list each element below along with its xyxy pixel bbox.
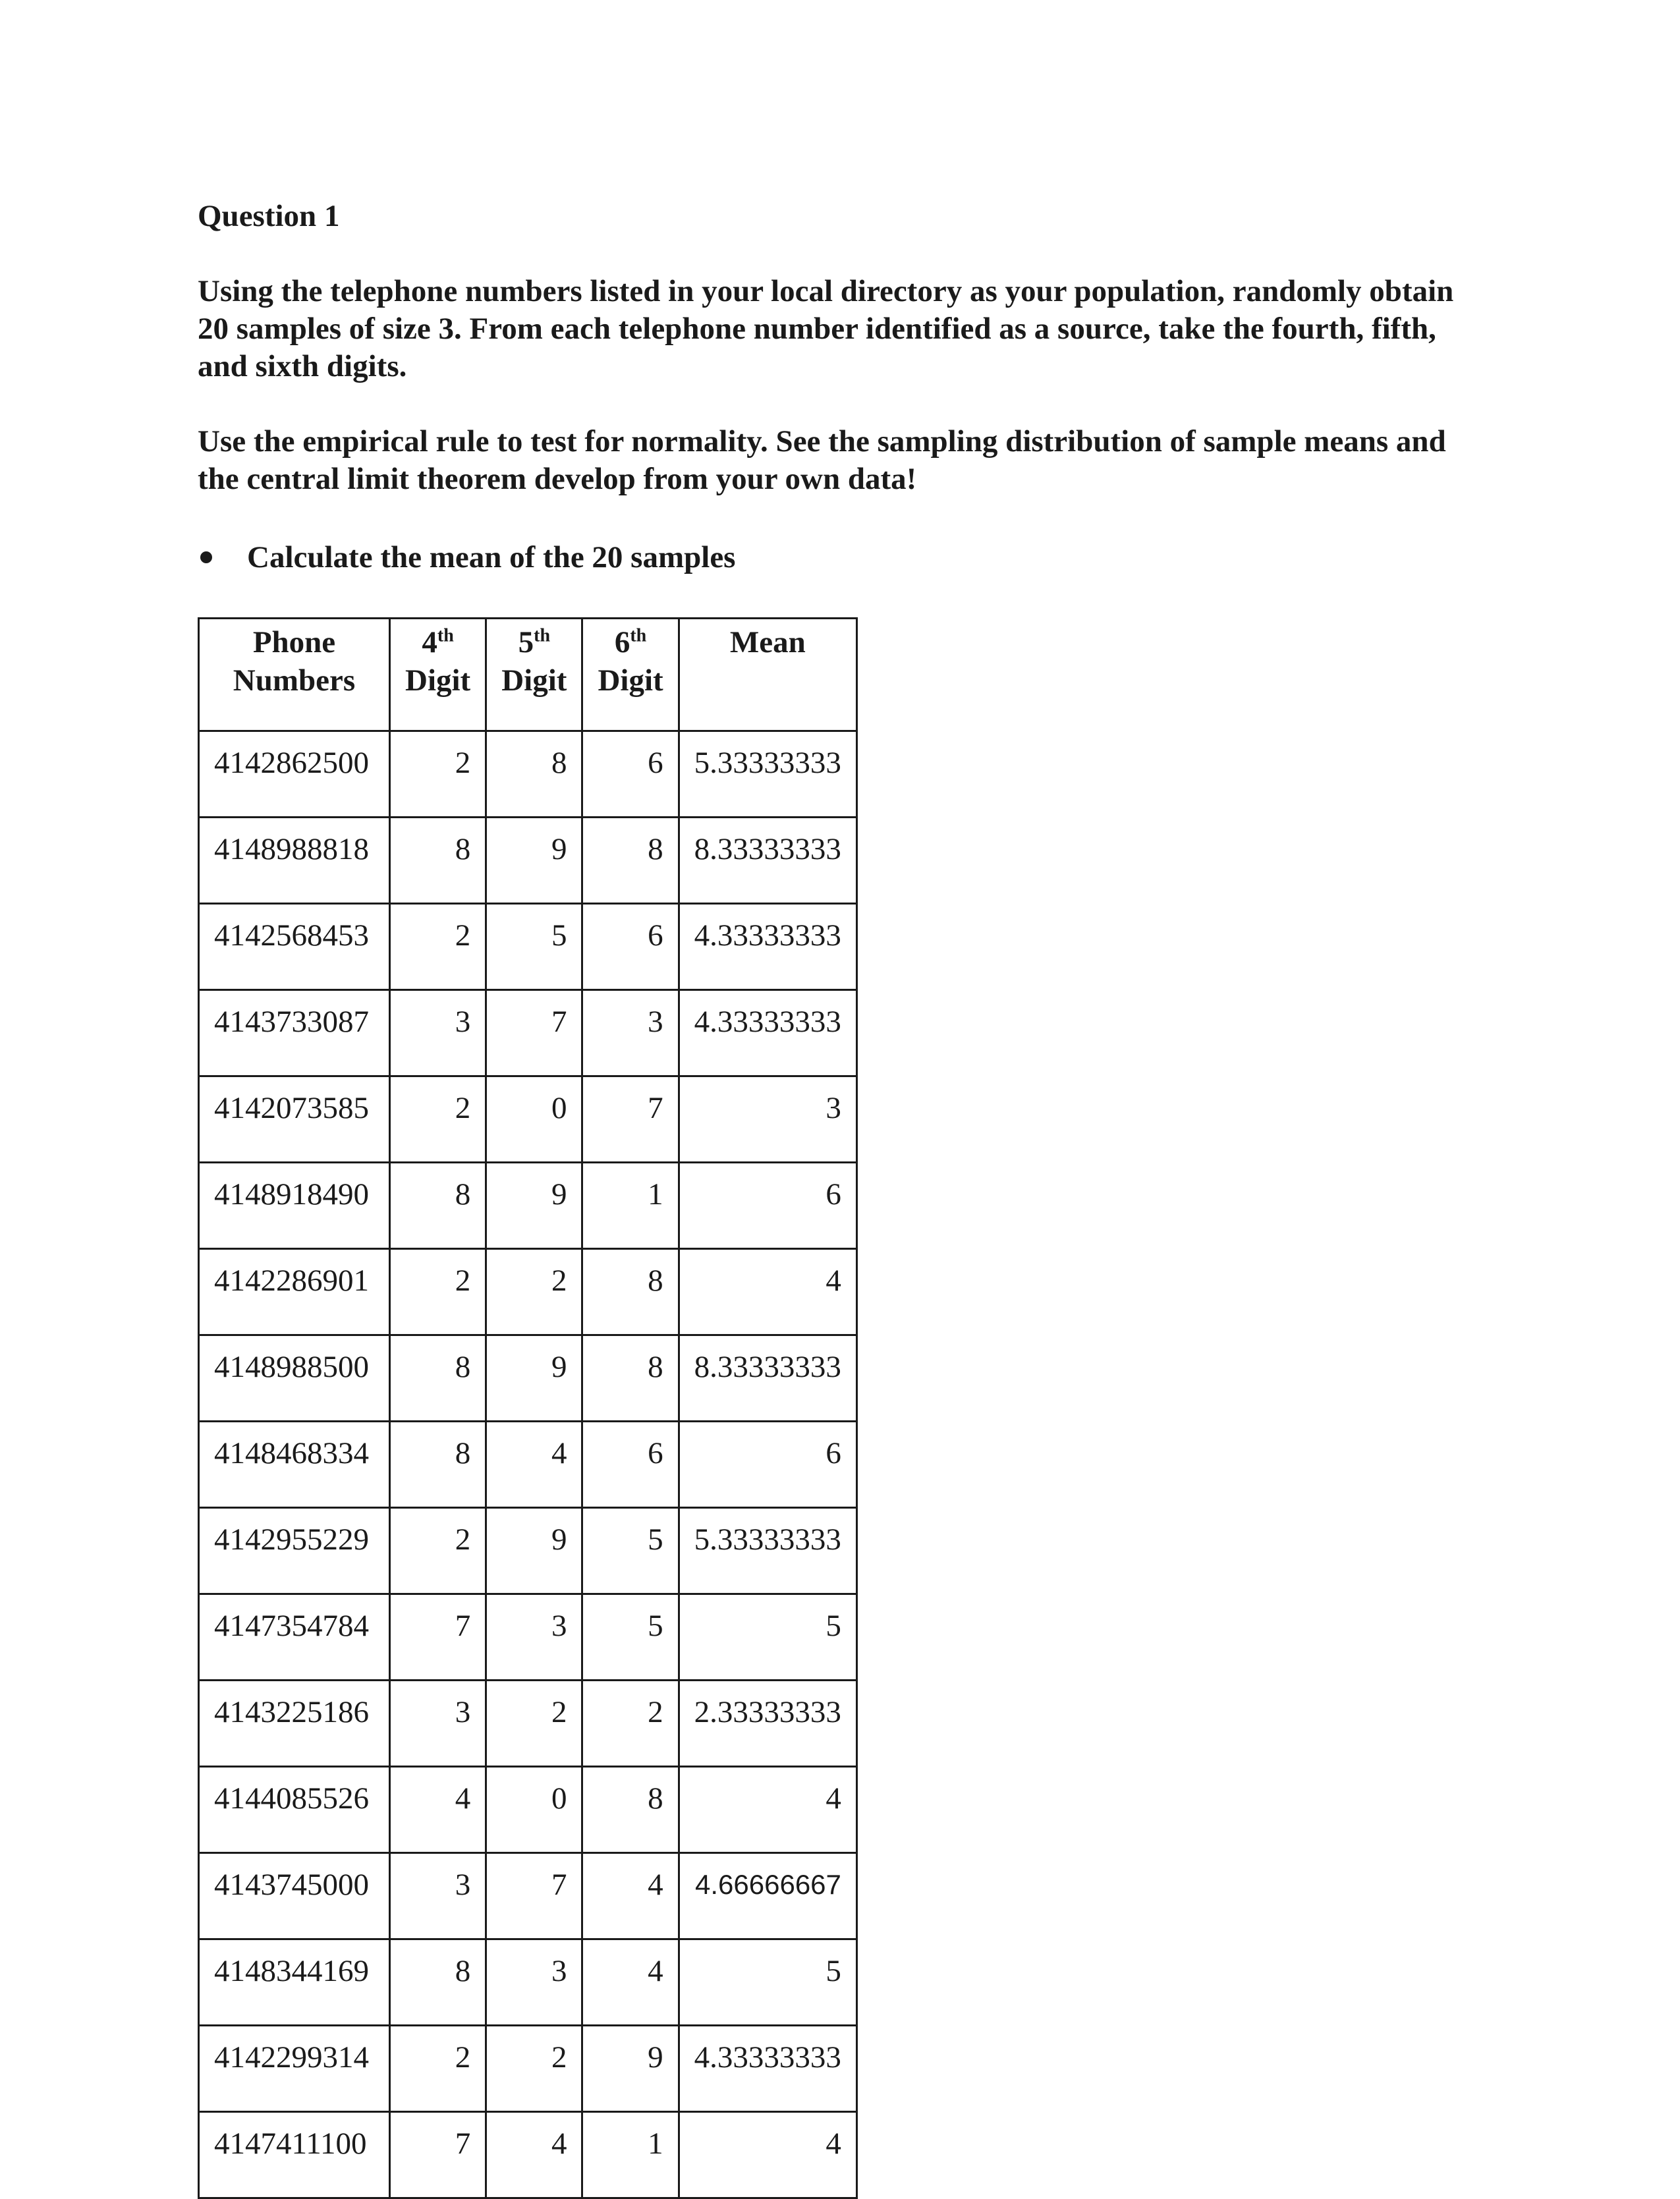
fifth-digit-cell: 9 <box>486 1508 582 1594</box>
phone-number-cell: 4147354784 <box>199 1594 390 1681</box>
mean-cell: 4 <box>679 1249 856 1335</box>
mean-cell: 5 <box>679 1594 856 1681</box>
fifth-digit-cell: 4 <box>486 2112 582 2198</box>
mean-cell: 8.33333333 <box>679 818 856 904</box>
table-row <box>199 731 857 818</box>
header-mean: Mean <box>679 619 856 731</box>
fifth-digit-cell: 0 <box>486 1076 582 1163</box>
fourth-digit-cell: 7 <box>390 1594 486 1681</box>
mean-cell: 5.33333333 <box>679 731 856 818</box>
fourth-digit-cell: 8 <box>390 1163 486 1249</box>
fifth-digit-cell: 9 <box>486 818 582 904</box>
phone-number-cell: 4143733087 <box>199 990 390 1076</box>
fifth-digit-cell: 8 <box>486 731 582 818</box>
phone-number-cell: 4148468334 <box>199 1422 390 1508</box>
mean-cell: 6 <box>679 1163 856 1249</box>
sixth-digit-cell: 1 <box>582 1163 679 1249</box>
table-row <box>199 1594 857 1681</box>
fifth-digit-cell: 5 <box>486 904 582 990</box>
phone-number-cell: 4148918490 <box>199 1163 390 1249</box>
mean-cell: 4 <box>679 1767 856 1853</box>
sixth-digit-cell: 6 <box>582 731 679 818</box>
table-row <box>199 1249 857 1335</box>
sixth-digit-cell: 4 <box>582 1853 679 1939</box>
sixth-digit-cell: 8 <box>582 1249 679 1335</box>
table-row <box>199 1508 857 1594</box>
sixth-digit-cell: 6 <box>582 1422 679 1508</box>
bullet-text: Calculate the mean of the 20 samples <box>247 540 736 574</box>
header-fourth-digit: 4th Digit <box>390 619 486 731</box>
phone-number-cell: 4148988500 <box>199 1335 390 1422</box>
mean-cell: 5.33333333 <box>679 1508 856 1594</box>
fifth-digit-cell: 7 <box>486 1853 582 1939</box>
table-row <box>199 1767 857 1853</box>
phone-number-cell: 4142286901 <box>199 1249 390 1335</box>
sixth-digit-cell: 8 <box>582 1767 679 1853</box>
sixth-digit-cell: 9 <box>582 2026 679 2112</box>
fourth-digit-cell: 7 <box>390 2112 486 2198</box>
header-sixth-digit: 6th Digit <box>582 619 679 731</box>
fourth-digit-cell: 8 <box>390 1335 486 1422</box>
empirical-rule-paragraph: Use the empirical rule to test for normality. See the sampling distribution of sample means and the central limit theorem develop from your own data! <box>198 424 1446 496</box>
table-body <box>199 731 857 2198</box>
question-title: Question 1 <box>198 199 340 233</box>
phone-number-cell: 4142862500 <box>199 731 390 818</box>
fifth-digit-cell: 3 <box>486 1939 582 2026</box>
phone-number-cell: 4143225186 <box>199 1681 390 1767</box>
table-row <box>199 1422 857 1508</box>
table-row <box>199 1681 857 1767</box>
phone-number-cell: 4148988818 <box>199 818 390 904</box>
table-row <box>199 1163 857 1249</box>
mean-cell: 4.33333333 <box>679 990 856 1076</box>
phone-number-cell: 4144085526 <box>199 1767 390 1853</box>
mean-cell: 3 <box>679 1076 856 1163</box>
table-row <box>199 1853 857 1939</box>
phone-number-cell: 4142568453 <box>199 904 390 990</box>
mean-cell: 4.33333333 <box>679 2026 856 2112</box>
fourth-digit-cell: 2 <box>390 1249 486 1335</box>
sixth-digit-cell: 2 <box>582 1681 679 1767</box>
table-row <box>199 990 857 1076</box>
sixth-digit-cell: 5 <box>582 1594 679 1681</box>
fifth-digit-cell: 3 <box>486 1594 582 1681</box>
fourth-digit-cell: 3 <box>390 990 486 1076</box>
fourth-digit-cell: 3 <box>390 1681 486 1767</box>
phone-number-cell: 4142955229 <box>199 1508 390 1594</box>
mean-cell: 2.33333333 <box>679 1681 856 1767</box>
table-row <box>199 1076 857 1163</box>
mean-cell: 4.33333333 <box>679 904 856 990</box>
table-row <box>199 1939 857 2026</box>
table-row <box>199 2112 857 2198</box>
table-row <box>199 2026 857 2112</box>
samples-table <box>198 617 858 2199</box>
fifth-digit-cell: 2 <box>486 1249 582 1335</box>
sixth-digit-cell: 5 <box>582 1508 679 1594</box>
sixth-digit-cell: 4 <box>582 1939 679 2026</box>
fourth-digit-cell: 8 <box>390 1939 486 2026</box>
table-header-row <box>199 619 857 731</box>
fourth-digit-cell: 8 <box>390 1422 486 1508</box>
table-row <box>199 818 857 904</box>
sixth-digit-cell: 8 <box>582 818 679 904</box>
sixth-digit-cell: 7 <box>582 1076 679 1163</box>
fifth-digit-cell: 2 <box>486 2026 582 2112</box>
fourth-digit-cell: 2 <box>390 904 486 990</box>
sixth-digit-cell: 1 <box>582 2112 679 2198</box>
fourth-digit-cell: 2 <box>390 2026 486 2112</box>
sixth-digit-cell: 8 <box>582 1335 679 1422</box>
fourth-digit-cell: 8 <box>390 818 486 904</box>
phone-number-cell: 4148344169 <box>199 1939 390 2026</box>
fifth-digit-cell: 0 <box>486 1767 582 1853</box>
fourth-digit-cell: 2 <box>390 1508 486 1594</box>
instructions-paragraph: Using the telephone numbers listed in your local directory as your population, randomly obtain 20 samples of size 3. From each telephone number identified as a source, take the fourth, fifth, and sixth digits. <box>198 274 1454 383</box>
fourth-digit-cell: 3 <box>390 1853 486 1939</box>
sixth-digit-cell: 3 <box>582 990 679 1076</box>
mean-cell: 6 <box>679 1422 856 1508</box>
bullet-item <box>198 538 735 577</box>
phone-number-cell: 4147411100 <box>199 2112 390 2198</box>
mean-cell: 4.66666667 <box>679 1853 856 1939</box>
fifth-digit-cell: 2 <box>486 1681 582 1767</box>
fifth-digit-cell: 9 <box>486 1335 582 1422</box>
mean-cell: 5 <box>679 1939 856 2026</box>
fourth-digit-cell: 2 <box>390 1076 486 1163</box>
fifth-digit-cell: 7 <box>486 990 582 1076</box>
sixth-digit-cell: 6 <box>582 904 679 990</box>
fourth-digit-cell: 2 <box>390 731 486 818</box>
mean-cell: 8.33333333 <box>679 1335 856 1422</box>
fifth-digit-cell: 4 <box>486 1422 582 1508</box>
table-row <box>199 1335 857 1422</box>
header-phone-numbers: Phone Numbers <box>199 619 390 731</box>
fifth-digit-cell: 9 <box>486 1163 582 1249</box>
table-row <box>199 904 857 990</box>
bullet-icon <box>200 551 212 563</box>
fourth-digit-cell: 4 <box>390 1767 486 1853</box>
header-fifth-digit: 5th Digit <box>486 619 582 731</box>
phone-number-cell: 4142073585 <box>199 1076 390 1163</box>
phone-number-cell: 4142299314 <box>199 2026 390 2112</box>
mean-cell: 4 <box>679 2112 856 2198</box>
phone-number-cell: 4143745000 <box>199 1853 390 1939</box>
